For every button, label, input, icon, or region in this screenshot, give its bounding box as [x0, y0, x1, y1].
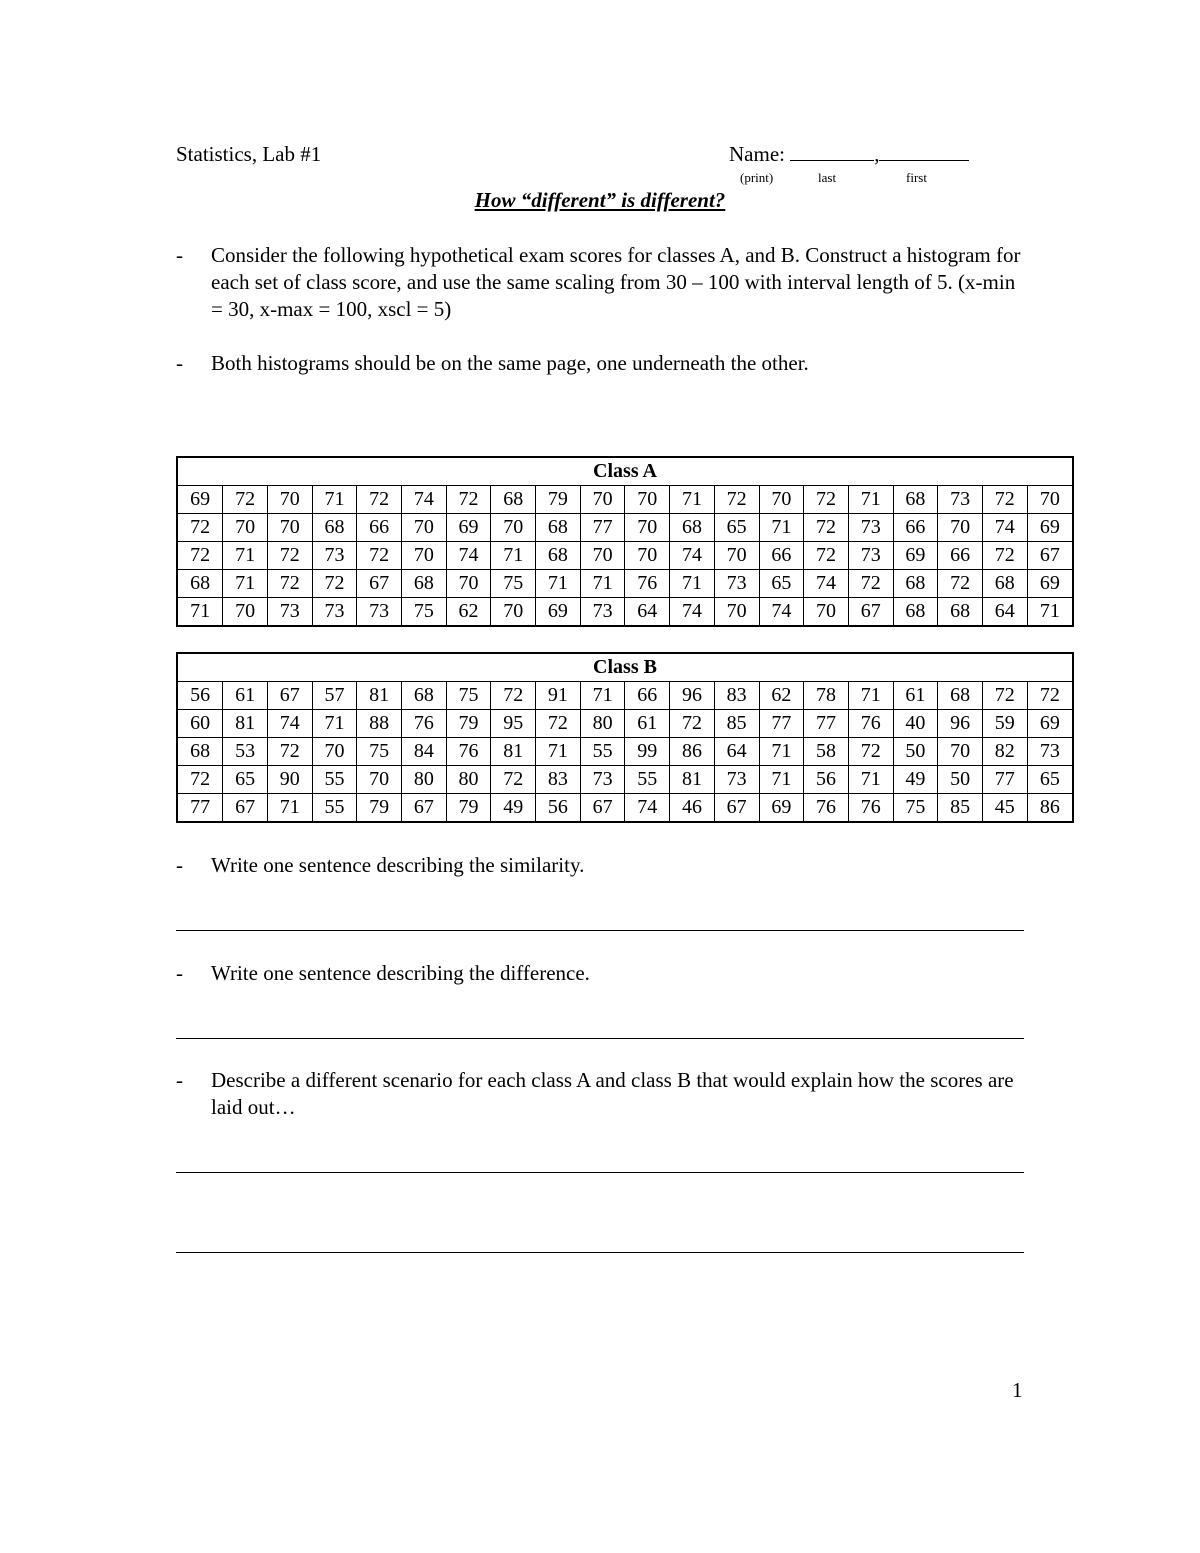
score-cell: 81	[223, 710, 268, 738]
score-cell: 76	[402, 710, 447, 738]
question-text: Describe a different scenario for each class A and class B that would explain how the scores are laid out…	[211, 1068, 1014, 1119]
score-cell: 64	[982, 598, 1027, 627]
score-cell: 79	[446, 794, 491, 823]
score-cell: 99	[625, 738, 670, 766]
table-row	[177, 738, 1073, 766]
score-cell: 56	[804, 766, 849, 794]
score-cell: 70	[938, 738, 983, 766]
score-cell: 79	[446, 710, 491, 738]
score-cell: 74	[670, 598, 715, 627]
score-cell: 75	[893, 794, 938, 823]
question-difference	[176, 960, 1026, 987]
score-cell: 80	[402, 766, 447, 794]
question-text: Write one sentence describing the similarity.	[211, 853, 585, 877]
score-cell: 55	[580, 738, 625, 766]
score-cell: 71	[670, 486, 715, 514]
score-cell: 79	[536, 486, 581, 514]
score-cell: 72	[223, 486, 268, 514]
score-cell: 73	[848, 542, 893, 570]
score-cell: 73	[714, 766, 759, 794]
page-title: How “different” is different?	[474, 188, 726, 212]
score-cell: 67	[848, 598, 893, 627]
answer-line-similarity[interactable]	[176, 930, 1024, 931]
score-cell: 67	[1027, 542, 1073, 570]
score-cell: 74	[267, 710, 312, 738]
score-cell: 72	[670, 710, 715, 738]
score-cell: 86	[1027, 794, 1073, 823]
course-title: Statistics, Lab #1	[176, 142, 322, 166]
table-row	[177, 794, 1073, 823]
score-cell: 71	[759, 514, 804, 542]
score-cell: 72	[982, 486, 1027, 514]
score-cell: 71	[848, 682, 893, 710]
score-cell: 68	[177, 570, 223, 598]
score-cell: 95	[491, 710, 536, 738]
bullet-dash: -	[176, 961, 183, 985]
score-cell: 70	[402, 542, 447, 570]
score-cell: 73	[1027, 738, 1073, 766]
score-cell: 71	[223, 542, 268, 570]
score-cell: 70	[223, 598, 268, 627]
name-comma: ,	[874, 142, 880, 166]
answer-line-scenario-1[interactable]	[176, 1172, 1024, 1173]
score-cell: 55	[312, 766, 357, 794]
score-cell: 71	[848, 766, 893, 794]
question-scenario	[176, 1067, 1026, 1121]
score-cell: 68	[893, 598, 938, 627]
score-cell: 69	[759, 794, 804, 823]
score-cell: 72	[357, 542, 402, 570]
score-cell: 71	[491, 542, 536, 570]
score-cell: 67	[402, 794, 447, 823]
score-cell: 61	[625, 710, 670, 738]
score-cell: 70	[625, 486, 670, 514]
score-cell: 69	[1027, 710, 1073, 738]
score-cell: 73	[312, 542, 357, 570]
answer-line-difference[interactable]	[176, 1038, 1024, 1039]
score-cell: 72	[267, 570, 312, 598]
score-cell: 66	[625, 682, 670, 710]
score-cell: 68	[938, 682, 983, 710]
score-cell: 68	[536, 514, 581, 542]
score-cell: 76	[625, 570, 670, 598]
score-cell: 70	[580, 486, 625, 514]
score-cell: 71	[759, 738, 804, 766]
score-cell: 75	[402, 598, 447, 627]
score-cell: 72	[267, 738, 312, 766]
score-cell: 70	[804, 598, 849, 627]
score-cell: 72	[848, 570, 893, 598]
score-cell: 65	[223, 766, 268, 794]
score-cell: 71	[267, 794, 312, 823]
score-cell: 76	[848, 710, 893, 738]
score-cell: 74	[804, 570, 849, 598]
score-cell: 72	[491, 682, 536, 710]
print-label: (print)	[740, 170, 774, 185]
question-similarity	[176, 852, 1026, 879]
score-cell: 73	[848, 514, 893, 542]
score-cell: 77	[177, 794, 223, 823]
score-cell: 91	[536, 682, 581, 710]
score-cell: 84	[402, 738, 447, 766]
score-cell: 72	[714, 486, 759, 514]
score-cell: 55	[312, 794, 357, 823]
score-cell: 56	[536, 794, 581, 823]
bullet-dash: -	[176, 1068, 183, 1092]
score-cell: 66	[893, 514, 938, 542]
score-cell: 50	[893, 738, 938, 766]
table-row	[177, 598, 1073, 627]
question-text: Write one sentence describing the difference.	[211, 961, 590, 985]
score-cell: 72	[312, 570, 357, 598]
score-cell: 74	[759, 598, 804, 627]
score-cell: 77	[982, 766, 1027, 794]
score-cell: 72	[177, 542, 223, 570]
score-cell: 86	[670, 738, 715, 766]
score-cell: 82	[982, 738, 1027, 766]
score-cell: 75	[491, 570, 536, 598]
score-cell: 67	[714, 794, 759, 823]
bullet-dash: -	[176, 853, 183, 877]
score-cell: 71	[312, 710, 357, 738]
score-cell: 66	[938, 542, 983, 570]
score-cell: 77	[580, 514, 625, 542]
score-cell: 72	[491, 766, 536, 794]
score-cell: 72	[177, 766, 223, 794]
score-cell: 69	[893, 542, 938, 570]
score-cell: 71	[1027, 598, 1073, 627]
score-cell: 68	[491, 486, 536, 514]
score-cell: 68	[312, 514, 357, 542]
score-cell: 85	[714, 710, 759, 738]
score-cell: 73	[312, 598, 357, 627]
score-cell: 67	[357, 570, 402, 598]
score-cell: 45	[982, 794, 1027, 823]
score-cell: 67	[223, 794, 268, 823]
score-cell: 69	[536, 598, 581, 627]
score-cell: 68	[670, 514, 715, 542]
instruction-text: Both histograms should be on the same page, one underneath the other.	[211, 351, 809, 375]
score-cell: 70	[580, 542, 625, 570]
score-cell: 73	[357, 598, 402, 627]
score-cell: 71	[848, 486, 893, 514]
score-cell: 73	[938, 486, 983, 514]
score-cell: 68	[893, 570, 938, 598]
score-cell: 90	[267, 766, 312, 794]
score-cell: 71	[312, 486, 357, 514]
class-a-table	[176, 456, 1074, 627]
score-cell: 73	[580, 598, 625, 627]
score-cell: 72	[177, 514, 223, 542]
score-cell: 68	[402, 682, 447, 710]
score-cell: 68	[893, 486, 938, 514]
page-number: 1	[1012, 1378, 1023, 1402]
score-cell: 67	[267, 682, 312, 710]
score-cell: 81	[491, 738, 536, 766]
score-cell: 40	[893, 710, 938, 738]
score-cell: 96	[938, 710, 983, 738]
score-cell: 75	[446, 682, 491, 710]
score-cell: 64	[714, 738, 759, 766]
score-cell: 65	[759, 570, 804, 598]
score-cell: 72	[446, 486, 491, 514]
score-cell: 73	[714, 570, 759, 598]
table-row	[177, 682, 1073, 710]
score-cell: 70	[625, 542, 670, 570]
score-cell: 76	[804, 794, 849, 823]
score-cell: 72	[357, 486, 402, 514]
score-cell: 74	[446, 542, 491, 570]
score-cell: 70	[714, 598, 759, 627]
table-row	[177, 570, 1073, 598]
bullet-dash: -	[176, 351, 183, 375]
score-cell: 60	[177, 710, 223, 738]
score-cell: 61	[893, 682, 938, 710]
last-name-blank[interactable]	[790, 144, 874, 161]
score-cell: 68	[982, 570, 1027, 598]
score-cell: 70	[312, 738, 357, 766]
score-cell: 57	[312, 682, 357, 710]
last-label: last	[818, 170, 837, 185]
score-cell: 78	[804, 682, 849, 710]
score-cell: 75	[357, 738, 402, 766]
score-cell: 79	[357, 794, 402, 823]
score-cell: 68	[536, 542, 581, 570]
score-cell: 70	[625, 514, 670, 542]
score-cell: 70	[491, 598, 536, 627]
class-a-title: Class A	[177, 457, 1073, 486]
score-cell: 66	[357, 514, 402, 542]
score-cell: 69	[177, 486, 223, 514]
score-cell: 49	[491, 794, 536, 823]
table-row	[177, 514, 1073, 542]
class-b-title: Class B	[177, 653, 1073, 682]
score-cell: 81	[670, 766, 715, 794]
score-cell: 71	[580, 570, 625, 598]
score-cell: 65	[714, 514, 759, 542]
score-cell: 76	[446, 738, 491, 766]
score-cell: 72	[804, 542, 849, 570]
score-cell: 72	[267, 542, 312, 570]
score-cell: 83	[714, 682, 759, 710]
score-cell: 71	[536, 570, 581, 598]
score-cell: 76	[848, 794, 893, 823]
score-cell: 70	[714, 542, 759, 570]
score-cell: 62	[759, 682, 804, 710]
score-cell: 70	[357, 766, 402, 794]
score-cell: 49	[893, 766, 938, 794]
name-label: Name:	[729, 142, 785, 166]
score-cell: 70	[267, 514, 312, 542]
score-cell: 70	[267, 486, 312, 514]
score-cell: 73	[267, 598, 312, 627]
score-cell: 67	[580, 794, 625, 823]
score-cell: 80	[580, 710, 625, 738]
name-field[interactable]	[729, 142, 969, 167]
score-cell: 72	[982, 542, 1027, 570]
first-label: first	[906, 170, 927, 185]
table-row	[177, 766, 1073, 794]
answer-line-scenario-2[interactable]	[176, 1252, 1024, 1253]
instruction-histogram	[176, 242, 1026, 323]
score-cell: 96	[670, 682, 715, 710]
score-cell: 70	[446, 570, 491, 598]
score-cell: 50	[938, 766, 983, 794]
instruction-text: Consider the following hypothetical exam scores for classes A, and B. Construct a histogram for each set of class score, and use the same scaling from 30 – 100 with interval length of 5. (x-min = 30, x-max = 100, xscl = 5)	[211, 243, 1021, 321]
score-cell: 55	[625, 766, 670, 794]
score-cell: 71	[536, 738, 581, 766]
score-cell: 71	[670, 570, 715, 598]
score-cell: 70	[759, 486, 804, 514]
score-cell: 59	[982, 710, 1027, 738]
score-cell: 83	[536, 766, 581, 794]
score-cell: 85	[938, 794, 983, 823]
score-cell: 71	[223, 570, 268, 598]
first-name-blank[interactable]	[879, 144, 969, 161]
instruction-same-page	[176, 350, 1026, 377]
score-cell: 69	[1027, 570, 1073, 598]
score-cell: 69	[446, 514, 491, 542]
score-cell: 65	[1027, 766, 1073, 794]
score-cell: 77	[759, 710, 804, 738]
score-cell: 68	[177, 738, 223, 766]
score-cell: 58	[804, 738, 849, 766]
score-cell: 73	[580, 766, 625, 794]
score-cell: 72	[804, 486, 849, 514]
score-cell: 70	[402, 514, 447, 542]
score-cell: 53	[223, 738, 268, 766]
score-cell: 71	[580, 682, 625, 710]
score-cell: 66	[759, 542, 804, 570]
score-cell: 72	[848, 738, 893, 766]
score-cell: 56	[177, 682, 223, 710]
score-cell: 72	[1027, 682, 1073, 710]
score-cell: 72	[536, 710, 581, 738]
score-cell: 70	[491, 514, 536, 542]
score-cell: 70	[223, 514, 268, 542]
score-cell: 88	[357, 710, 402, 738]
score-cell: 46	[670, 794, 715, 823]
score-cell: 74	[625, 794, 670, 823]
score-cell: 71	[177, 598, 223, 627]
score-cell: 68	[938, 598, 983, 627]
score-cell: 74	[982, 514, 1027, 542]
bullet-dash: -	[176, 243, 183, 267]
table-row	[177, 486, 1073, 514]
score-cell: 80	[446, 766, 491, 794]
table-row	[177, 542, 1073, 570]
score-cell: 74	[402, 486, 447, 514]
table-row	[177, 710, 1073, 738]
score-cell: 72	[982, 682, 1027, 710]
score-cell: 71	[759, 766, 804, 794]
score-cell: 68	[402, 570, 447, 598]
score-cell: 77	[804, 710, 849, 738]
score-cell: 70	[938, 514, 983, 542]
score-cell: 61	[223, 682, 268, 710]
score-cell: 74	[670, 542, 715, 570]
score-cell: 81	[357, 682, 402, 710]
class-b-table	[176, 652, 1074, 823]
score-cell: 70	[1027, 486, 1073, 514]
score-cell: 62	[446, 598, 491, 627]
score-cell: 72	[938, 570, 983, 598]
score-cell: 64	[625, 598, 670, 627]
score-cell: 69	[1027, 514, 1073, 542]
score-cell: 72	[804, 514, 849, 542]
